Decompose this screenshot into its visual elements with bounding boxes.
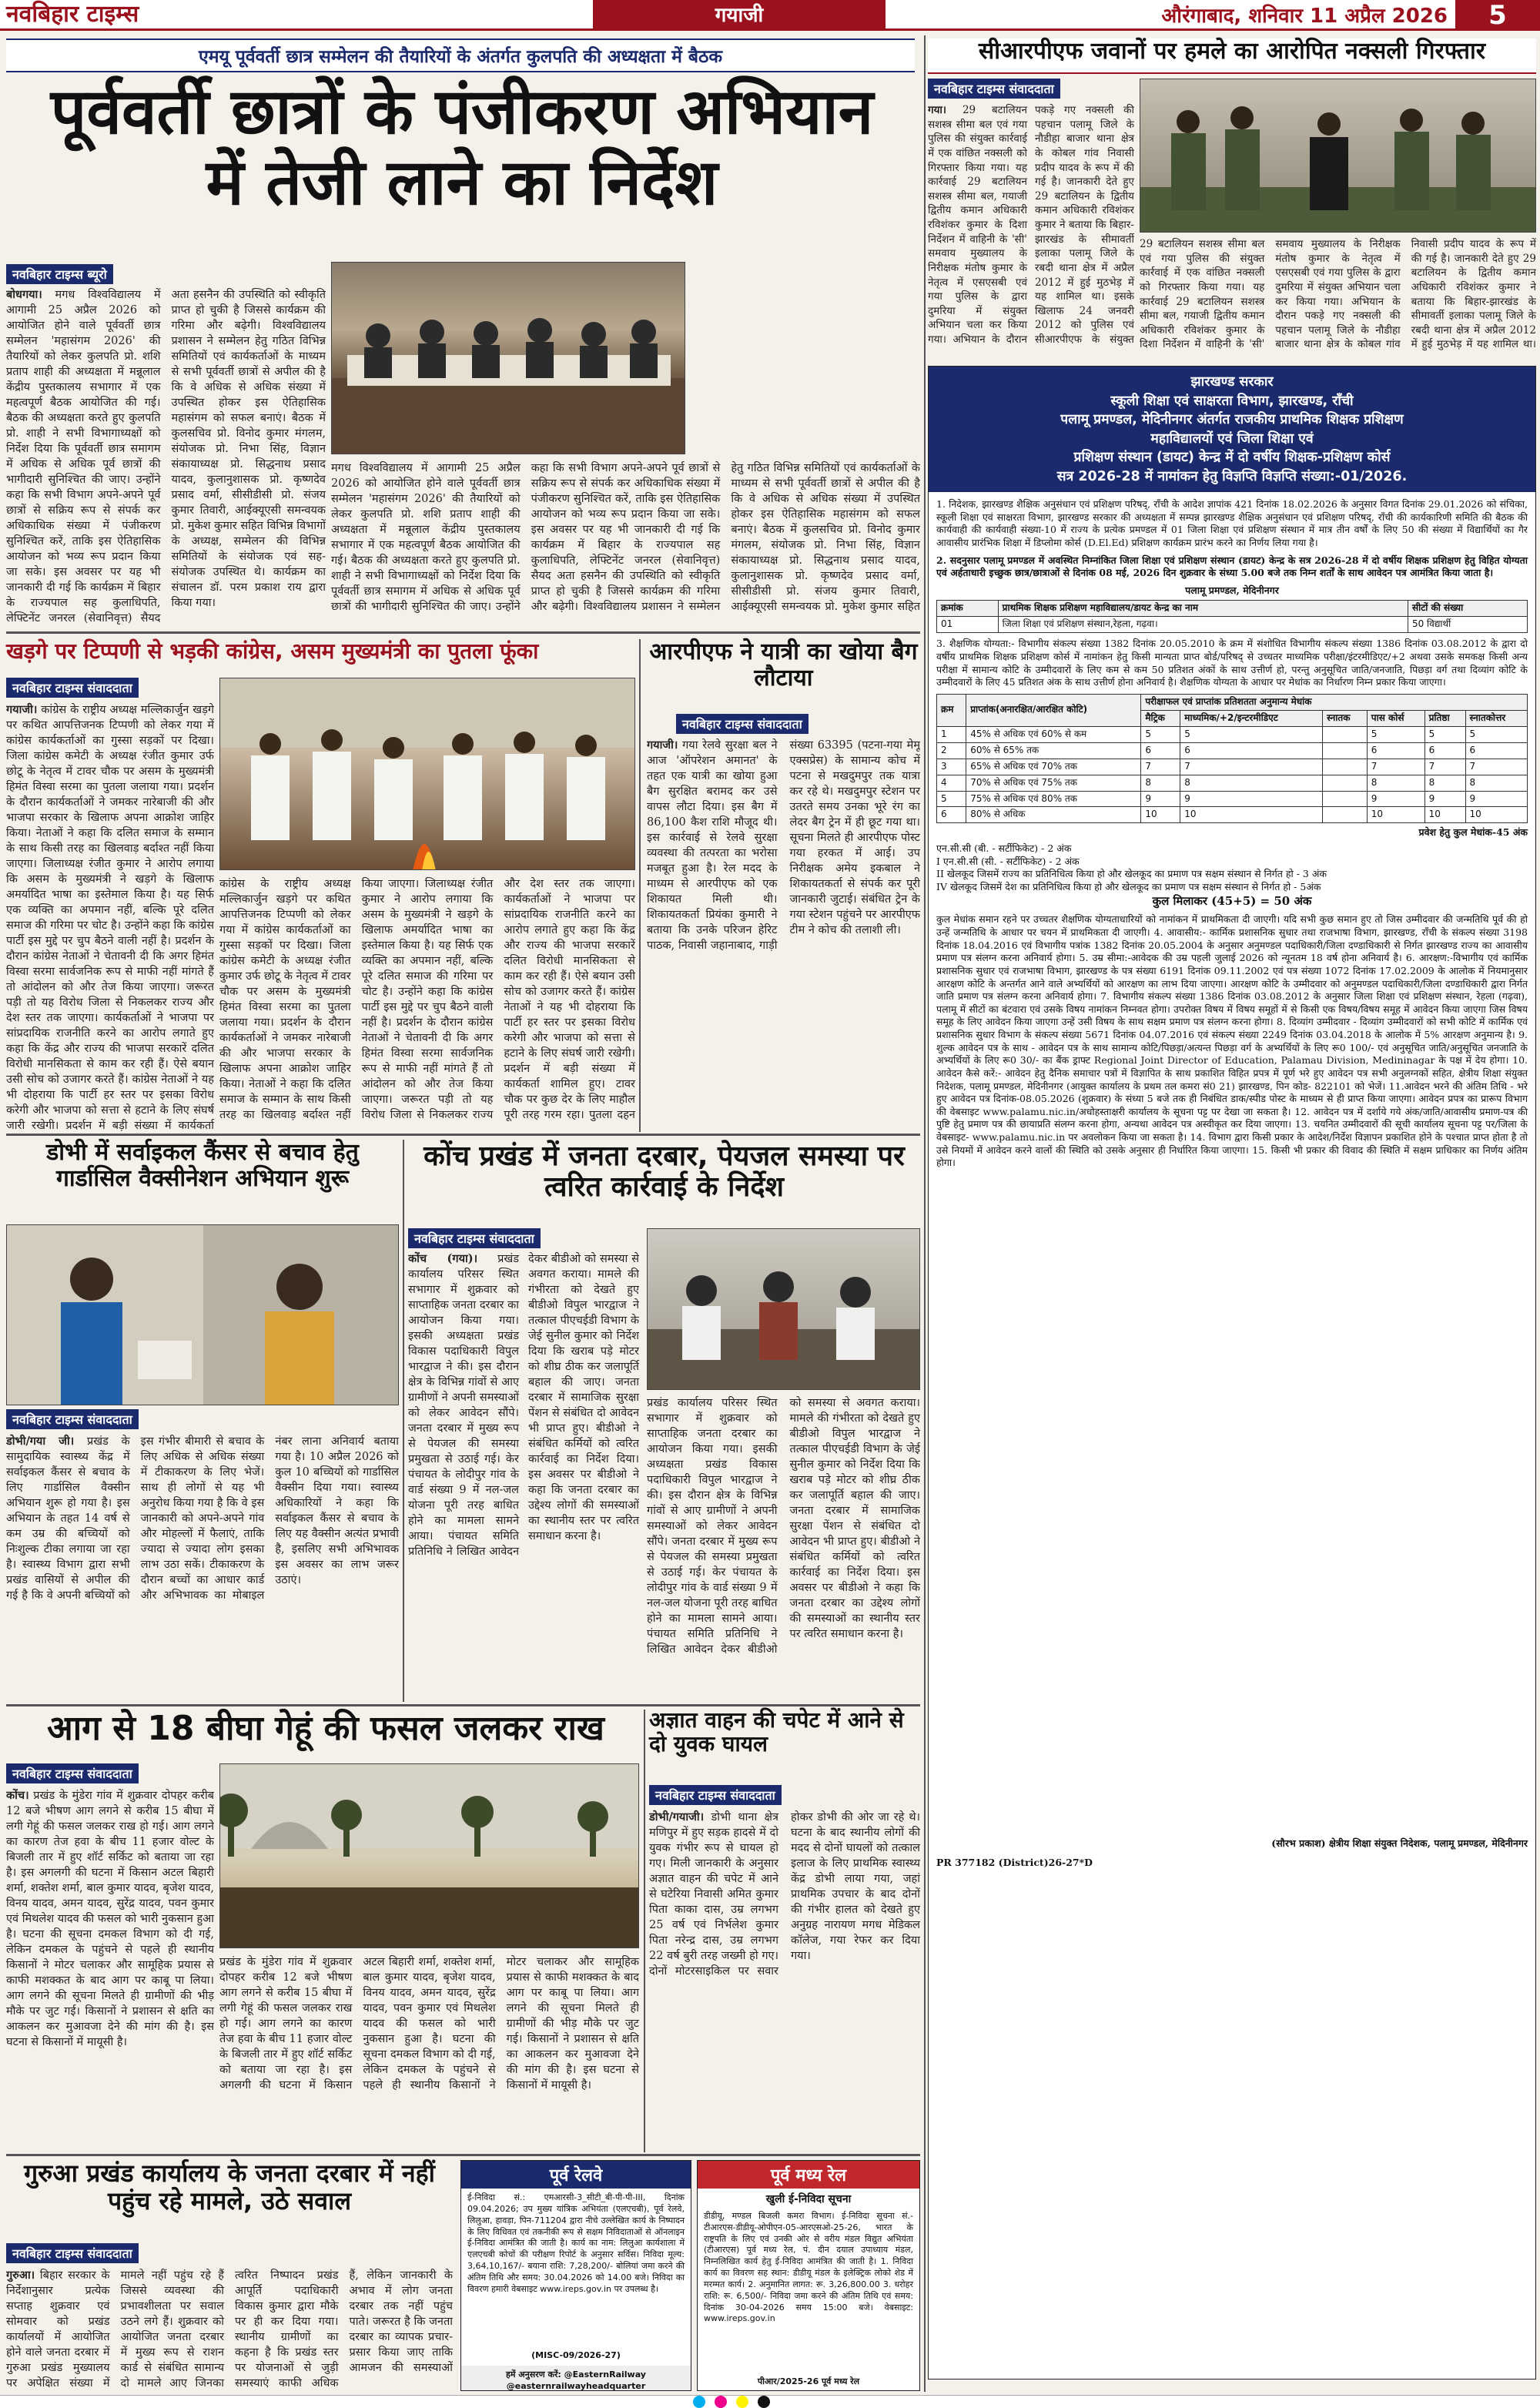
table-cell: 9 bbox=[1465, 791, 1528, 807]
issue-date: औरंगाबाद, शनिवार 11 अप्रैल 2026 bbox=[1161, 5, 1448, 28]
table-cell: 50 विद्यार्थी bbox=[1408, 617, 1527, 633]
notice-signature: (सौरभ प्रकाश) क्षेत्रीय शिक्षा संयुक्त निदेशक, पलामू प्रमण्डल, मेदिनीनगर bbox=[1271, 1837, 1528, 1850]
table-cell: 75% से अधिक एवं 80% तक bbox=[966, 791, 1141, 807]
story9-byline bbox=[928, 79, 1060, 99]
byline-text: नवबिहार टाइम्स संवाददाता bbox=[408, 1228, 541, 1248]
notice-heading bbox=[929, 367, 1535, 492]
story4-headline: डोभी में सर्वाइकल कैंसर से बचाव हेतु गार्डासिल वैक्सीनेशन अभियान शुरू bbox=[46, 1139, 359, 1192]
table-cell: 80% से अधिक bbox=[966, 807, 1141, 823]
table-cell: 65% से अधिक एवं 70% तक bbox=[966, 759, 1141, 775]
story1-body-right bbox=[331, 461, 920, 626]
story8-headline: गुरुआ प्रखंड कार्यालय के जनता दरबार में नहीं पहुंच रहे मामले, उठे सवाल bbox=[24, 2158, 435, 2215]
table-cell: 3 bbox=[937, 759, 966, 775]
table-cell: 45% से अधिक एवं 60% से कम bbox=[966, 726, 1141, 742]
story2-body-left bbox=[6, 702, 214, 1134]
table-cell: 4 bbox=[937, 775, 966, 791]
story4-body bbox=[6, 1434, 399, 1700]
table-row bbox=[937, 726, 1528, 742]
story8-dateline: गुरुआ। bbox=[6, 2269, 35, 2282]
byline-text: नवबिहार टाइम्स संवाददाता bbox=[676, 714, 808, 734]
masthead bbox=[0, 0, 1540, 31]
notice-heading-line: प्रशिक्षण संस्थान (डायट) केन्द्र में दो वर्षीय शिक्षक-प्रशिक्षण कोर्स bbox=[1073, 450, 1391, 465]
black-mark-icon bbox=[758, 2396, 770, 2408]
sports-marks bbox=[929, 842, 1535, 909]
story9-headline: सीआरपीएफ जवानों पर हमले का आरोपित नक्सली गिरफ्तार bbox=[928, 39, 1536, 74]
notice-eligibility: 3. शैक्षणिक योग्यता:- विभागीय संकल्प संख्या 1382 दिनांक 20.05.2010 के क्रम में संशोधित विभागीय संकल्प संख्या 1386 दिनांक 03.08.2012 के द्वारा दो वर्षीय प्राथमिक शिक्षक प्रशिक्षण कोर्स में नामांकन हेतु किसी मान्यता प्राप्त बोर्ड/परिषद् से उच्चतर माध्यमिक परीक्षा/इंटरमीडिएट/+2 अथवा उसके समकक्ष किसी अन्य परीक्षा में सामान्य कोटि के उम्मीदवारों के लिए कम से कम 50 प्रतिशत अंकों के साथ उत्तीर्ण हो, परन्तु अनुसूचित जाति/जनजाति, पिछड़ा वर्ग तथा दिव्यांग कोटि के उम्मीदवारों के लिए 45 प्रतिशत अंक के साथ उत्तीर्ण होना अनिवार्य है। शैक्षणिक योग्यता के आधार पर मेधांक का निर्धारण निम्न प्रकार किया जाएगा। bbox=[936, 638, 1528, 688]
notice-heading-line: पलामू प्रमण्डल, मेदिनीनगर अंतर्गत राजकीय प्राथमिक शिक्षक प्रशिक्षण bbox=[1060, 412, 1404, 427]
column-divider bbox=[924, 35, 926, 2392]
story8-body bbox=[6, 2268, 453, 2391]
fire-photo-illustration bbox=[220, 1764, 639, 1948]
notice-heading-line: सत्र 2026-28 में नामांकन हेतु विज्ञप्ति विज्ञप्ति संख्या:-01/2026. bbox=[1056, 468, 1408, 484]
notice-heading-line: झारखण्ड सरकार bbox=[1190, 374, 1274, 390]
table-cell: 10 bbox=[1141, 807, 1180, 823]
table-cell: 70% से अधिक एवं 75% तक bbox=[966, 775, 1141, 791]
ad-subheading: खुली ई-निविदा सूचना bbox=[765, 2193, 852, 2205]
story4-byline bbox=[6, 1409, 139, 1429]
sports-line: IV खेलकूद जिसमें देश का प्रतिनिधित्व किया हो और खेलकूद का प्रमाण पत्र सक्षम संस्थान से निर्गत हो - 5अंक bbox=[936, 880, 1321, 893]
table-header: मैट्रिक bbox=[1141, 710, 1180, 726]
story2-byline bbox=[6, 678, 139, 698]
table-cell: 2 bbox=[937, 742, 966, 759]
table-cell bbox=[1323, 807, 1368, 823]
story9-text: 29 बटालियन सशस्त्र सीमा बल एवं गया पुलिस की संयुक्त कार्रवाई में एक वांछित नक्सली को गिरफ्तार किया गया। यह कार्रवाई 29 बटालियन सशस्त्र सीमा बल, गयाजी द्वितीय कमान अधिकारी रविशंकर कुमार के दिशा निर्देशन में वाहिनी के 'सी' समवाय मुख्यालय के निरीक्षक मंतोष कुमार के नेतृत्व में एसएसबी एवं गया पुलिस के द्वारा दुमरिया में संयुक्त अभियान चला कर किया गया। अभियान के दौरान पकड़े गए नक्सली की पहचान पलामू जिले के नौडीहा बाजार थाना क्षेत्र के कोबल गांव निवासी प्रदीप यादव के रूप में की गई है। जानकारी देते हुए 29 बटालियन के द्वितीय कमान अधिकारी रविशंकर कुमार ने बताया कि बिहार-झारखंड के सीमावर्ती इलाका पलामू जिले के रबदी थाना क्षेत्र में अप्रैल 2012 में हुई मुठभेड़ में यह शामिल था। इसके खिलाफ 24 जनवरी 2012 को पुलिस एवं सीआरपीएफ के संयुक्त bbox=[928, 104, 1134, 346]
notice-heading-line: स्कूली शिक्षा एवं साक्षरता विभाग, झारखण्ड, राँची bbox=[1110, 393, 1354, 409]
protest-photo bbox=[219, 678, 635, 870]
byline-text: नवबिहार टाइम्स संवाददाता bbox=[6, 2243, 139, 2263]
story1-byline bbox=[6, 264, 113, 284]
fire-photo bbox=[219, 1763, 639, 1948]
table-cell bbox=[1323, 775, 1368, 791]
notice-intro-2: 2. सदनुसार पलामू प्रमण्डल में अवस्थित निम्नांकित जिला शिक्षा एवं प्रशिक्षण संस्थान (डायट) केन्द्र के सत्र 2026-28 में दो वर्षीय शिक्षक प्रशिक्षण हेतु विहित योग्यता एवं अर्हताधारी इच्छुक छात्र/छात्राओं से दिनांक 08 मई, 2026 दिन शुक्रवार के संध्या 5.00 बजे तक निम्न शर्तों के साथ आवेदन पत्र आमंत्रित किया जाता है। bbox=[936, 554, 1528, 579]
story4-dateline: डोभी/गया जी। bbox=[6, 1435, 75, 1448]
ad-footer: पीआर/2025-26 पूर्व मध्य रेल bbox=[757, 2376, 860, 2386]
table-cell: 10 bbox=[1465, 807, 1528, 823]
table-cell: 5 bbox=[1180, 726, 1323, 742]
table-header: प्राथमिक शिक्षक प्रशिक्षण महाविद्यालय/डायट केन्द्र का नाम bbox=[998, 601, 1408, 617]
table-cell: 7 bbox=[1141, 759, 1180, 775]
story1-text: मगध विश्वविद्यालय में आगामी 25 अप्रैल 2026 को आयोजित होने वाले पूर्ववर्ती छात्र सम्मेलन 'महासंगम 2026' की तैयारियों को लेकर कुलपति प्रो. शशि प्रताप शाही की अध्यक्षता में मन्नूलाल केंद्रीय पुस्तकालय सभागार में एक महत्वपूर्ण बैठक आयोजित की गई। बैठक की अध्यक्षता करते हुए कुलपति प्रो. शाही ने सभी विभागाध्यक्षों को निर्देश दिया कि पूर्ववर्ती छात्र समागम में अधिक से अधिक पूर्व छात्रों की भागीदारी सुनिश्चित की जाए। उन्होंने कहा कि सभी विभाग अपने-अपने पूर्व छात्रों से सक्रिय रूप से संपर्क कर अधिकाधिक संख्या में पंजीकरण सुनिश्चित करें, ताकि इस ऐतिहासिक आयोजन को भव्य रूप प्रदान किया जा सके। इस अवसर पर यह भी जानकारी दी गई कि कार्यक्रम में बिहार के राज्यपाल सह कुलाधिपति, लेफ्टिनेंट जनरल (सेवानिवृत्त) सैयद अता हसनैन की उपस्थिति को स्वीकृति प्राप्त हो चुकी है जिससे कार्यक्रम की गरिमा और बढ़ेगी। विश्वविद्यालय प्रशासन ने सम्मेलन हेतु गठित विभिन्न समितियों एवं कार्यकर्ताओं के माध्यम से सभी पूर्ववर्ती छात्रों से अपील की है कि वे अधिक से अधिक संख्या में उपस्थित होकर इस ऐतिहासिक महासंगम को सफल बनाएं। बैठक में कुलसचिव प्रो. विनोद कुमार मंगलम, संयोजक प्रो. निभा सिंह, विज्ञान संकायाध्यक्ष प्रो. सिद्धनाथ प्रसाद यादव, कुलानुशासक प्रो. कृष्णदेव प्रसाद वर्मा, सीसीडीसी प्रो. संजय कुमार तिवारी, आईक्यूएसी समन्वयक प्रो. मुकेश कुमार सहित विभिन्न विभागों के अध्यक्ष, सम्मेलन की विभिन्न समितियों के संयोजक एवं सह-संयोजक उपस्थित थे। कार्यक्रम का संचालन डॉ. परम प्रकाश राय द्वारा किया गया। bbox=[6, 289, 326, 625]
story3-byline bbox=[676, 714, 808, 734]
protest-photo-illustration bbox=[220, 678, 635, 870]
story2-text-continued: कांग्रेस के राष्ट्रीय अध्यक्ष मल्लिकार्जुन खड़गे पर कथित आपत्तिजनक टिप्पणी को लेकर गया में कांग्रेस कार्यकर्ताओं का गुस्सा सड़कों पर दिखा। जिला कांग्रेस कमेटी के अध्यक्ष रंजीत कुमार उर्फ छोटू के नेतृत्व में टावर चौक पर असम के मुख्यमंत्री हिमंत विस्वा सरमा का पुतला जलाया गया। प्रदर्शन के दौरान कार्यकर्ताओं ने जमकर नारेबाजी की और भाजपा सरकार के खिलाफ अपना आक्रोश जाहिर किया। नेताओं ने कहा कि दलित समाज के सम्मान के साथ किसी तरह का खिलवाड़ बर्दाश्त नहीं किया जाएगा। जिलाध्यक्ष रंजीत कुमार ने आरोप लगाया कि असम के मुख्यमंत्री ने खड़गे के खिलाफ अमर्यादित भाषा का इस्तेमाल किया है। यह सिर्फ एक व्यक्ति का अपमान नहीं, बल्कि पूरे दलित समाज की गरिमा पर चोट है। उन्होंने कहा कि कांग्रेस पार्टी इस मुद्दे पर चुप बैठने वाली नहीं है। प्रदर्शन के दौरान कांग्रेस नेताओं ने चेतावनी दी कि अगर हिमंत विस्वा सरमा सार्वजनिक रूप से माफी नहीं मांगते हैं तो आंदोलन को और तेज किया जाएगा। जरूरत पड़ी तो यह विरोध जिला से निकलकर राज्य और देश स्तर तक जाएगा। कार्यकर्ताओं ने भाजपा पर सांप्रदायिक राजनीति करने का आरोप लगाते हुए कहा कि केंद्र और राज्य की भाजपा सरकारें दलित विरोधी मानसिकता से काम कर रही हैं। ऐसे बयान उसी सोच को उजागर करते हैं। कांग्रेस नेताओं ने यह भी दोहराया कि पार्टी हर स्तर पर इसका विरोध करेगी और भाजपा को सत्ता से हटाने के लिए संघर्ष जारी रखेगी। प्रदर्शन में बड़ी संख्या में कार्यकर्ता शामिल हुए। टावर चौक पर कुछ देर के लिए माहौल पूरी तरह गरम रहा। पुतला दहन bbox=[219, 878, 635, 1121]
story3-text: गया रेलवे सुरक्षा बल ने आज 'ऑपरेशन अमानत' के तहत एक यात्री का खोया हुआ बैग सुरक्षित बरामद कर उसे वापस लौटा दिया। इस बैग में 86,100 कैश राशि मौजूद थी। इस कार्रवाई से रेलवे सुरक्षा व्यवस्था की तत्परता का भरोसा मजबूत हुआ है। रेल मदद के माध्यम से आरपीएफ को एक शिकायत मिली थी। शिकायतकर्ता प्रियंका कुमारी ने बताया कि उनके परिजन हेरिट पाठक, निवासी जहानाबाद, गाड़ी संख्या 63395 (पटना-गया मेमू एक्सप्रेस) के सामान्य कोच में पटना से मखदुमपुर तक यात्रा कर रहे थे। मखदुमपुर स्टेशन पर उतरते समय उनका भूरे रंग का लेदर बैग ट्रेन में ही छूट गया था। सूचना मिलते ही आरपीएफ पोस्ट गया हरकत में आई। उप निरीक्षक अमेय इकबाल ने शिकायतकर्ता से संपर्क कर पूरी जानकारी जुटाई। संबंधित ट्रेन के गया स्टेशन पहुंचने पर आरपीएफ टीम ने कोच की तलाशी ली। bbox=[647, 739, 920, 952]
notice-intro: 1. निदेशक, झारखण्ड शैक्षिक अनुसंधान एवं प्रशिक्षण परिषद्, राँची के आदेश ज्ञापांक 421 दिनांक 18.02.2026 के अनुसार विगत दिनांक 29.01.2026 को संचिका, स्कूली शिक्षा एवं साक्षरता विभाग, झारखण्ड सरकार की अध्यक्षता में सम्पन्न झारखण्ड शैक्षिक अनुसंधान एवं प्रशिक्षण परिषद्, राँची की कार्यकारिणी समिति की बैठक की कार्यवाही की कार्यवाही संख्या-10 में राज्य के प्रत्येक प्रमण्डल में 01 जिला शिक्षा एवं प्रशिक्षण संस्थान में मात्र तीन वर्षों के लिए 50 की संख्या में विद्यार्थियों का गैर आवासीय प्रारंभिक शिक्षा में डिप्लोमा कोर्स (D.El.Ed) प्रशिक्षण कार्यक्रम प्रारंभ करने का निर्णय लिया गया है। bbox=[936, 498, 1528, 548]
table-row bbox=[937, 617, 1528, 633]
janta-darbar-photo bbox=[647, 1228, 920, 1390]
column-divider bbox=[644, 1710, 645, 2152]
magenta-mark-icon bbox=[715, 2396, 727, 2408]
table-row bbox=[937, 791, 1528, 807]
table-cell: 8 bbox=[1141, 775, 1180, 791]
story3-headline: आरपीएफ ने यात्री का खोया बैग लौटाया bbox=[649, 638, 918, 692]
table-cell: 10 bbox=[1367, 807, 1424, 823]
table-header: स्नातक bbox=[1323, 710, 1368, 726]
story5-body-left bbox=[408, 1251, 639, 1702]
seat-table bbox=[936, 600, 1528, 633]
admission-notice bbox=[928, 366, 1536, 2380]
table-cell: 9 bbox=[1141, 791, 1180, 807]
table-cell: 8 bbox=[1367, 775, 1424, 791]
table-cell: 5 bbox=[1465, 726, 1528, 742]
print-registration-strip bbox=[0, 2395, 1540, 2408]
story5-headline: कोंच प्रखंड में जनता दरबार, पेयजल समस्या पर त्वरित कार्रवाई के निर्देश bbox=[424, 1140, 905, 1204]
table-header: क्रम bbox=[937, 694, 966, 726]
table-cell: 01 bbox=[937, 617, 999, 633]
table-header: माध्यमिक/+2/इन्टरमीडिएट bbox=[1180, 710, 1323, 726]
table-cell: 7 bbox=[1465, 759, 1528, 775]
table-cell bbox=[1323, 726, 1368, 742]
total-marks: कुल मिलाकर (45+5) = 50 अंक bbox=[1152, 893, 1312, 908]
story7-byline bbox=[649, 1785, 782, 1805]
table-header: सीटों की संख्या bbox=[1408, 601, 1527, 617]
table-cell: 9 bbox=[1424, 791, 1465, 807]
story2-body-right bbox=[219, 876, 635, 1130]
table-cell bbox=[1323, 742, 1368, 759]
table-header: प्राप्तांक(अनारक्षित/आरक्षित कोटि) bbox=[966, 694, 1141, 726]
story9-body-left bbox=[928, 103, 1134, 361]
story6-text-continued: प्रखंड के मुंडेरा गांव में शुक्रवार दोपहर करीब 12 बजे भीषण आग लगने से करीब 15 बीघा में लगी गेहूं की फसल जलकर राख हो गई। आग लगने का कारण तेज हवा के बीच 11 हजार वोल्ट के बिजली तार में हुए शॉर्ट सर्किट को बताया जा रहा है। इस अगलगी की घटना में किसान अटल बिहारी शर्मा, शक्तेश शर्मा, बाल कुमार यादव, बृजेश यादव, विनय यादव, अमन यादव, सुरेंद्र यादव, पवन कुमार एवं मिथलेश यादव की फसल को भारी नुकसान हुआ है। घटना की सूचना दमकल विभाग को दी गई, लेकिन दमकल के पहुंचने से पहले ही स्थानीय किसानों ने मोटर चलाकर और सामूहिक प्रयास से काफी मशक्कत के बाद आग पर काबू पा लिया। आग लगने की सूचना मिलते ही ग्रामीणों की भीड़ मौके पर जुट गई। किसानों ने प्रशासन से क्षति का आकलन कर मुआवजा देने की मांग की है। इस घटना से किसानों में मायूसी है। bbox=[219, 1956, 639, 2092]
janta-darbar-photo-illustration bbox=[648, 1229, 920, 1390]
eastern-railway-tender-ad bbox=[460, 2160, 691, 2391]
vaccination-photo-illustration bbox=[7, 1225, 399, 1405]
byline-text: नवबिहार टाइम्स संवाददाता bbox=[6, 1409, 139, 1429]
table-cell: 6 bbox=[1465, 742, 1528, 759]
table-cell: 7 bbox=[1424, 759, 1465, 775]
pr-number: PR 377182 (District)26-27*D bbox=[936, 1857, 1093, 1869]
yellow-mark-icon bbox=[736, 2396, 748, 2408]
story1-dateline: बोधगया। bbox=[6, 288, 42, 301]
newspaper-brand: नवबिहार टाइम्स bbox=[6, 1, 139, 28]
divider bbox=[6, 631, 920, 634]
table-cell: 6 bbox=[1180, 742, 1323, 759]
story9-text-continued: 29 बटालियन सशस्त्र सीमा बल एवं गया पुलिस की संयुक्त कार्रवाई में एक वांछित नक्सली को गिरफ्तार किया गया। यह कार्रवाई 29 बटालियन सशस्त्र सीमा बल, गयाजी द्वितीय कमान अधिकारी रविशंकर कुमार के दिशा निर्देशन में वाहिनी के 'सी' समवाय मुख्यालय के निरीक्षक मंतोष कुमार के नेतृत्व में एसएसबी एवं गया पुलिस के द्वारा दुमरिया में संयुक्त अभियान चला कर किया गया। अभियान के दौरान पकड़े गए नक्सली की पहचान पलामू जिले के नौडीहा बाजार थाना क्षेत्र के कोबल गांव निवासी प्रदीप यादव के रूप में की गई है। जानकारी देते हुए 29 बटालियन के द्वितीय कमान अधिकारी रविशंकर कुमार ने बताया कि बिहार-झारखंड के सीमावर्ती इलाका पलामू जिले के रबदी थाना क्षेत्र में अप्रैल 2012 में हुई मुठभेड़ में यह शामिल था। bbox=[1140, 238, 1536, 351]
story7-dateline: डोभी/गयाजी। bbox=[649, 1810, 705, 1824]
meeting-photo-illustration bbox=[332, 263, 685, 454]
table-cell: 6 bbox=[1141, 742, 1180, 759]
notice-heading-line: महाविद्यालयों एवं जिला शिक्षा एवं bbox=[1150, 430, 1314, 447]
story2-dateline: गयाजी। bbox=[6, 703, 38, 716]
table-cell: 8 bbox=[1424, 775, 1465, 791]
table-cell bbox=[1323, 791, 1368, 807]
story5-text-continued: प्रखंड कार्यालय परिसर स्थित सभागार में शुक्रवार को साप्ताहिक जनता दरबार का आयोजन किया गया। इसकी अध्यक्षता प्रखंड विकास पदाधिकारी विपुल भारद्वाज ने की। इस दौरान क्षेत्र के विभिन्न गांवों से आए ग्रामीणों ने अपनी समस्याओं को लेकर आवेदन सौंपे। जनता दरबार में मुख्य रूप से पेयजल की समस्या प्रमुखता से उठाई गई। केर पंचायत के लोदीपुर गांव के वार्ड संख्या 9 में नल-जल योजना पूरी तरह बाधित होने का मामला सामने आया। पंचायत समिति प्रतिनिधि ने लिखित आवेदन देकर बीडीओ को समस्या से अवगत कराया। मामले की गंभीरता को देखते हुए बीडीओ विपुल भारद्वाज ने तत्काल पीएचईडी विभाग के जेई सुनील कुमार को निर्देश दिया कि खराब पड़े मोटर को शीघ्र ठीक कर जलापूर्ति बहाल की जाए। जनता दरबार में सामाजिक सुरक्षा पेंशन से संबंधित दो आवेदन भी प्राप्त हुए। बीडीओ ने संबंधित कर्मियों को त्वरित कार्रवाई का निर्देश दिया। इस अवसर पर बीडीओ ने कहा कि जनता दरबार का उद्देश्य लोगों की समस्याओं का स्थानीय स्तर पर त्वरित समाधान करना है। bbox=[647, 1397, 920, 1656]
cyan-mark-icon bbox=[693, 2396, 705, 2408]
ad-code: (MISC-09/2026-27) bbox=[531, 2350, 621, 2360]
table-cell: 9 bbox=[1180, 791, 1323, 807]
table-cell: 8 bbox=[1180, 775, 1323, 791]
table-cell: 5 bbox=[1367, 726, 1424, 742]
arrest-photo bbox=[1140, 79, 1536, 233]
merit-note: प्रवेश हेतु कुल मेधांक-45 अंक bbox=[1418, 826, 1528, 839]
divider bbox=[6, 1704, 920, 1706]
vaccination-photo bbox=[6, 1224, 399, 1405]
table-cell: 1 bbox=[937, 726, 966, 742]
story9-dateline: गया। bbox=[928, 104, 947, 116]
byline-text: नवबिहार टाइम्स संवाददाता bbox=[6, 678, 139, 698]
table-cell: 7 bbox=[1367, 759, 1424, 775]
table-cell: 6 bbox=[1367, 742, 1424, 759]
table-header: प्रतिष्ठा bbox=[1424, 710, 1465, 726]
table-cell bbox=[1323, 759, 1368, 775]
notice-clauses: कुल मेधांक समान रहने पर उच्चतर शैक्षणिक योग्यताधारियों को नामांकन में प्राथमिकता दी जाएगी। यदि सभी कुछ समान हुए तो जिस उम्मीदवार की जन्मतिथि पूर्व की हो उन्हें जन्मतिथि के आधार पर चयन में प्राथमिकता दी जाएगी। 4. आवासीय:- कार्मिक प्रशासनिक सुधार तथा राजभाषा विभाग, झारखण्ड, राँची के संकल्प संख्या 3198 दिनांक 18.04.2016 एवं विभागीय पत्रांक 1382 दिनांक 20.05.2004 के अनुसार अनुमण्डल पदाधिकारी/जिला दण्डाधिकारी से निर्गत झारखण्ड राज्य का आवासीय प्रमाण पत्र संलग्न करना अनिवार्य होगा। 5. उम्र सीमा:-आवेदक की उम्र पहली जुलाई 2026 को न्यूनतम 18 वर्ष होना अनिवार्य है। 6. आरक्षण:-विभागीय एवं कार्मिक प्रशासनिक सुधार एवं राजभाषा विभाग, झारखण्ड के पत्र संख्या 6191 दिनांक 09.11.2002 एवं पत्र संख्या 1072 दिनांक 17.02.2009 के आलोक में नियमानुसार आरक्षण कोटि के अन्तर्गत आने वाले अभ्यर्थियों को आरक्षण का लाभ दिया जाएगा। आरक्षण कोटि के उम्मीदवार को अनुमण्डल पदाधिकारी/जिला दण्डाधिकारी द्वारा निर्गत जाति प्रमाण पत्र संलग्न करना अनिवार्य होगा। 7. विभागीय संकल्प संख्या 1386 दिनांक 03.08.2012 के अनुसार जिला शिक्षा एवं प्रशिक्षण संस्थान, रेहला (गढ़वा), पलामू में सीटों का बंटवारा एवं उसके विषय नामांकन निम्नवत होगा। उपरोक्त विषय में विषय समूहों में से किसी एक विषय/विषय समूह में आवेदन किया जाएगा जिस विषय समूह के लिए आवेदन किया जाएगा उन्हें उसी विषय के साथ सक्षम प्रमाण पत्र संलग्न करना होगा। 8. दिव्यांग उम्मीदवार - दिव्यांग उम्मीदवारों को सभी कोटि में कार्मिक एवं प्रशासनिक सुधार विभाग के संकल्प संख्या 5671 दिनांक 04.07.2016 एवं संकल्प संख्या 2249 दिनांक 03.04.2018 के आलोक में 5% आरक्षण अनुमान्य है। 9. शुल्क आवेदन पत्र के साथ - आवेदन पत्र के साथ सामान्य कोटि/पिछड़ा/अत्यन्त पिछड़ा वर्ग के अभ्यर्थियों के लिए रू0 100/- एवं अनुसूचित जाति/अनुसूचित जनजाति के अभ्यर्थियों के लिए रू0 30/- का बैंक ड्राफ्ट Regional Joint Director of Education, Palamau Division, Medininagar के पक्ष में देय होगा। 10. आवेदन कैसे करें:- आवेदन हेतु दैनिक समाचार पत्रों में विज्ञापित के साथ प्रकाशित विहित प्रपत्र में पूर्ण भरे हुए आवेदन पत्र सभी अनुलग्नकों सहित, क्षेत्रीय शिक्षा संयुक्त निदेशक, पलामू प्रमण्डल, मेदिनीनगर (आयुक्त कार्यालय के प्रथम तल कमरा सं0 21) झारखण्ड, पिन कोड- 822101 को भेजें। 11.आवेदन भरने की अंतिम तिथि - भरे हुए आवेदन पत्र दिनांक-08.05.2026 (शुक्रवार) के संध्या 5 बजे तक ही निबंधित डाक/स्पीड पोस्ट के माध्यम से ही प्राप्त किया जाएगा। आवेदन प्रपत्र का प्रारूप विभाग की वेबसाइट www.palamu.nic.in/अधोहस्ताक्षरी कार्यालय के सूचना पट्ट पर देखा जा सकता है। 12. आवेदन पत्र में दर्शाये गये अंक/जाति/आवासीय प्रमाण-पत्र की पुष्टि हेतु प्रमाण पत्र की छायाप्रति संलग्न करना होगा, अन्यथा आवेदन पत्र अस्वीकृत कर दिया जाएगा। 13. चयनित उम्मीदवारों की सूची कार्यालय सूचना पट्ट पर/जिला के वेबसाइट- www.palamu.nic.in पर अवलोकन किया जा सकता है। 14. विभाग द्वारा किसी प्रकार के आदेश/निर्देश विज्ञापन प्रकाशित होने के पश्चात प्राप्त होता है तो उसे नियमों में आवेदन करने वालों की स्थिति को उसके अनुसार ही निर्धारित किया जाएगा। 15. किसी भी प्रकार की विवाद की स्थिति में सक्षम प्राधिकार का निर्णय अंतिम होगा। bbox=[936, 913, 1528, 1169]
story6-text: प्रखंड के मुंडेरा गांव में शुक्रवार दोपहर करीब 12 बजे भीषण आग लगने से करीब 15 बीघा में लगी गेहूं की फसल जलकर राख हो गई। आग लगने का कारण तेज हवा के बीच 11 हजार वोल्ट के बिजली तार में हुए शॉर्ट सर्किट को बताया जा रहा है। इस अगलगी की घटना में किसान अटल बिहारी शर्मा, शक्तेश शर्मा, बाल कुमार यादव, बृजेश यादव, विनय यादव, अमन यादव, सुरेंद्र यादव, पवन कुमार एवं मिथलेश यादव की फसल को भारी नुकसान हुआ है। घटना की सूचना दमकल विभाग को दी गई, लेकिन दमकल के पहुंचने से पहले ही स्थानीय किसानों ने मोटर चलाकर और सामूहिक प्रयास से काफी मशक्कत के बाद आग पर काबू पा लिया। आग लगने की सूचना मिलते ही ग्रामीणों की भीड़ मौके पर जुट गई। किसानों ने प्रशासन से क्षति का आकलन कर मुआवजा देने की मांग की है। इस घटना से किसानों में मायूसी है। bbox=[6, 1790, 214, 2048]
story1-body-left bbox=[6, 287, 326, 626]
table-cell: 8 bbox=[1465, 775, 1528, 791]
divider bbox=[6, 1134, 920, 1136]
story8-text: बिहार सरकार के निर्देशानुसार प्रत्येक सप्ताह शुक्रवार एवं सोमवार को प्रखंड कार्यालयों में आयोजित होने वाले जनता दरबार में गुरुआ प्रखंड मुख्यालय पर अपेक्षित संख्या में मामले नहीं पहुंच रहे हैं जिससे व्यवस्था की प्रभावशीलता पर सवाल उठने लगे हैं। शुक्रवार को आयोजित जनता दरबार में मुख्य रूप से राशन कार्ड से संबंधित सामान्य दो मामले आए जिनका त्वरित निष्पादन प्रखंड आपूर्ति पदाधिकारी विकास कुमार द्वारा मौके पर ही कर दिया गया। स्थानीय ग्रामीणों का कहना है कि प्रखंड स्तर पर योजनाओं से जुड़ी समस्याएं काफी अधिक हैं, लेकिन जानकारी के अभाव में लोग जनता दरबार तक नहीं पहुंच पाते। जरूरत है कि जनता दरबार का व्यापक प्रचार-प्रसार किया जाए ताकि आमजन की समस्याओं bbox=[6, 2269, 453, 2390]
table-row bbox=[937, 742, 1528, 759]
ad-footer: हमें अनुसरण करें: @EasternRailway @easternrailwayheadquarter bbox=[461, 2366, 691, 2391]
story5-body-right bbox=[647, 1395, 920, 1702]
ad-heading: पूर्व रेलवे bbox=[461, 2161, 691, 2189]
table-cell: 5 bbox=[937, 791, 966, 807]
table-row bbox=[937, 807, 1528, 823]
table-cell: 9 bbox=[1367, 791, 1424, 807]
story6-body-left bbox=[6, 1788, 214, 2150]
divider bbox=[6, 2154, 920, 2156]
table-cell: 7 bbox=[1180, 759, 1323, 775]
story2-text: कांग्रेस के राष्ट्रीय अध्यक्ष मल्लिकार्जुन खड़गे पर कथित आपत्तिजनक टिप्पणी को लेकर गया में कांग्रेस कार्यकर्ताओं का गुस्सा सड़कों पर दिखा। जिला कांग्रेस कमेटी के अध्यक्ष रंजीत कुमार उर्फ छोटू के नेतृत्व में टावर चौक पर असम के मुख्यमंत्री हिमंत विस्वा सरमा का पुतला जलाया गया। प्रदर्शन के दौरान कार्यकर्ताओं ने जमकर नारेबाजी की और भाजपा सरकार के खिलाफ अपना आक्रोश जाहिर किया। नेताओं ने कहा कि दलित समाज के सम्मान के साथ किसी तरह का खिलवाड़ बर्दाश्त नहीं किया जाएगा। जिलाध्यक्ष रंजीत कुमार ने आरोप लगाया कि असम के मुख्यमंत्री ने खड़गे के खिलाफ अमर्यादित भाषा का इस्तेमाल किया है। यह सिर्फ एक व्यक्ति का अपमान नहीं, बल्कि पूरे दलित समाज की गरिमा पर चोट है। उन्होंने कहा कि कांग्रेस पार्टी इस मुद्दे पर चुप बैठने वाली नहीं है। प्रदर्शन के दौरान कांग्रेस नेताओं ने चेतावनी दी कि अगर हिमंत विस्वा सरमा सार्वजनिक रूप से माफी नहीं मांगते हैं तो आंदोलन को और तेज किया जाएगा। जरूरत पड़ी तो यह विरोध जिला से निकलकर राज्य और देश स्तर तक जाएगा। कार्यकर्ताओं ने भाजपा पर सांप्रदायिक राजनीति करने का आरोप लगाते हुए कहा कि केंद्र और राज्य की भाजपा सरकारें दलित विरोधी मानसिकता से काम कर रही हैं। ऐसे बयान उसी सोच को उजागर करते हैं। कांग्रेस नेताओं ने यह भी दोहराया कि पार्टी हर स्तर पर इसका विरोध करेगी और भाजपा को सत्ता से हटाने के लिए संघर्ष जारी रखेगी। प्रदर्शन में बड़ी संख्या में कार्यकर्ता bbox=[6, 704, 214, 1132]
story5-text: प्रखंड कार्यालय परिसर स्थित सभागार में शुक्रवार को साप्ताहिक जनता दरबार का आयोजन किया गया। इसकी अध्यक्षता प्रखंड विकास पदाधिकारी विपुल भारद्वाज ने की। इस दौरान क्षेत्र के विभिन्न गांवों से आए ग्रामीणों ने अपनी समस्याओं को लेकर आवेदन सौंपे। जनता दरबार में मुख्य रूप से पेयजल की समस्या प्रमुखता से उठाई गई। केर पंचायत के लोदीपुर गांव के वार्ड संख्या 9 में नल-जल योजना पूरी तरह बाधित होने का मामला सामने आया। पंचायत समिति प्रतिनिधि ने लिखित आवेदन देकर बीडीओ को समस्या से अवगत कराया। मामले की गंभीरता को देखते हुए बीडीओ विपुल भारद्वाज ने तत्काल पीएचईडी विभाग के जेई सुनील कुमार को निर्देश दिया कि खराब पड़े मोटर को शीघ्र ठीक कर जलापूर्ति बहाल की जाए। जनता दरबार में सामाजिक सुरक्षा पेंशन से संबंधित दो आवेदन भी प्राप्त हुए। बीडीओ ने संबंधित कर्मियों को त्वरित कार्रवाई का निर्देश दिया। इस अवसर पर बीडीओ ने कहा कि जनता दरबार का उद्देश्य लोगों की समस्याओं का स्थानीय स्तर पर त्वरित समाधान करना है। bbox=[408, 1253, 639, 1558]
arrest-photo-illustration bbox=[1140, 79, 1536, 233]
story6-dateline: कोंच। bbox=[6, 1789, 29, 1802]
story3-body bbox=[647, 738, 920, 1130]
table-cell: 60% से 65% तक bbox=[966, 742, 1141, 759]
column-divider bbox=[639, 639, 641, 1132]
ad-heading: पूर्व मध्य रेल bbox=[698, 2161, 919, 2189]
story9-body-right bbox=[1140, 237, 1536, 362]
table-cell: 5 bbox=[1141, 726, 1180, 742]
page-number: 5 bbox=[1455, 0, 1540, 31]
byline-text: नवबिहार टाइम्स संवाददाता bbox=[928, 79, 1060, 99]
table-group-header: परीक्षाफल एवं प्राप्तांक प्रतिशतता अनुमान्य मेधांक bbox=[1141, 694, 1528, 710]
byline-text: नवबिहार टाइम्स ब्यूरो bbox=[6, 264, 113, 284]
story3-dateline: गयाजी। bbox=[647, 738, 678, 752]
story2-headline: खड़गे पर टिप्पणी से भड़की कांग्रेस, असम मुख्यमंत्री का पुतला फूंका bbox=[6, 638, 539, 664]
table-cell: 10 bbox=[1180, 807, 1323, 823]
story6-byline bbox=[6, 1763, 139, 1783]
table-row bbox=[937, 759, 1528, 775]
story6-headline: आग से 18 बीघा गेहूं की फसल जलकर राख bbox=[47, 1709, 604, 1748]
story6-body-right bbox=[219, 1954, 639, 2151]
story1-kicker: एमयू पूर्ववर्ती छात्र सम्मेलन की तैयारियों के अंतर्गत कुलपति की अध्यक्षता में बैठक bbox=[6, 39, 915, 72]
table-cell: 6 bbox=[1424, 742, 1465, 759]
sports-line: एन.सी.सी (बी. - सर्टीफिकेट) - 2 अंक bbox=[936, 842, 1072, 855]
seat-table-subtitle: पलामू प्रमण्डल, मेदिनीनगर bbox=[1185, 584, 1279, 596]
sports-line: II खेलकूद जिसमें राज्य का प्रतिनिधित्व किया हो और खेलकूद का प्रमाण पत्र सक्षम संस्थान से निर्गत हो - 3 अंक bbox=[936, 868, 1327, 880]
byline-text: नवबिहार टाइम्स संवाददाता bbox=[649, 1785, 782, 1805]
ad-body: डीडीयू, मण्डल बिजली कमरा विभाग। ई-निविदा सूचना सं.- टीआरएस-डीडीयू-ओपीएन-05-आरएसओ-25-26, भारत के राष्ट्रपति के लिए एवं उनकी ओर से वरीय मंडल विद्युत अभियंता (टीआरएस) पूर्व मध्य रेल, पं. दीन दयाल उपाध्याय मंडल, निम्नलिखित कार्य हेतु ई-निविदा आमंत्रित की जाती है। 1. निविदा कार्य का विवरण सह स्थान: डीडीयू मंडल के इलेक्ट्रिक लोको शेड में मरम्मत कार्य। 2. अनुमानित लागत: रू. 3,26,800.00 3. धरोहर राशि: रू. 6,500/- निविदा जमा करने की अंतिम तिथि एवं समय: दिनांक 30-04-2026 समय 15:00 बजे। वेबसाइट: www.ireps.gov.in bbox=[704, 2210, 913, 2324]
east-central-railway-tender-ad bbox=[697, 2160, 920, 2391]
story7-text: डोभी थाना क्षेत्र मणिपुर में हुए सड़क हादसे में दो युवक गंभीर रूप से घायल हो गए। मिली जानकारी के अनुसार अज्ञात वाहन की चपेट में आने से घटेरिया निवासी अमित कुमार पिता काका दास, उम्र लगभग 25 वर्ष एवं निर्भलेश कुमार पिता नरेन्द्र दास, उम्र लगभग 22 वर्ष बुरी तरह जख्मी हो गए। दोनों मोटरसाइकिल पर सवार होकर डोभी की ओर जा रहे थे। घटना के बाद स्थानीय लोगों की मदद से दोनों घायलों को तत्काल इलाज के लिए प्राथमिक स्वास्थ्य केंद्र डोभी लाया गया, जहां प्राथमिक उपचार के बाद दोनों की गंभीर हालत को देखते हुए अनुग्रह नारायण मगध मेडिकल कॉलेज, गया रेफर कर दिया गया। bbox=[649, 1811, 920, 1978]
story4-text: प्रखंड के सामुदायिक स्वास्थ्य केंद्र में सर्वाइकल कैंसर से बचाव के लिए गार्डासिल वैक्सीन अभियान शुरू हो गया है। इस अभियान के तहत 14 वर्ष से कम उम्र की बच्चियों को निःशुल्क टीका लगाया जा रहा है। स्वास्थ्य विभाग द्वारा सभी प्रखंड वासियों से अपील की गई है कि वे अपनी बच्चियों को इस गंभीर बीमारी से बचाव के लिए अधिक से अधिक संख्या में टीकाकरण के लिए भेजें। साथ ही लोगों से यह भी अनुरोध किया गया है कि वे इस जानकारी को अपने-अपने गांव और मोहल्लों में फैलाएं, ताकि ज्यादा से ज्यादा लोग इसका लाभ उठा सकें। टीकाकरण के दौरान बच्चों का आधार कार्ड और अभिभावक का मोबाइल नंबर लाना अनिवार्य बताया गया है। 10 अप्रैल 2026 को कुल 10 बच्चियों को गार्डासिल वैक्सीन दिया गया। स्वास्थ्य अधिकारियों ने कहा कि सर्वाइकल कैंसर से बचाव के लिए यह वैक्सीन अत्यंत प्रभावी है, इसलिए सभी अभिभावक इस अवसर का लाभ जरूर उठाएं। bbox=[6, 1435, 399, 1602]
table-cell: 10 bbox=[1424, 807, 1465, 823]
byline-text: नवबिहार टाइम्स संवाददाता bbox=[6, 1763, 139, 1783]
merit-table bbox=[936, 694, 1528, 824]
story7-body bbox=[649, 1810, 920, 2150]
story1-headline: पूर्ववर्ती छात्रों के पंजीकरण अभियान में तेजी लाने का निर्देश bbox=[50, 75, 874, 219]
table-cell: जिला शिक्षा एवं प्रशिक्षण संस्थान,रेहला, गढ़वा। bbox=[998, 617, 1408, 633]
story5-dateline: कोंच (गया)। bbox=[408, 1252, 478, 1265]
edition-city: गयाजी bbox=[593, 0, 886, 31]
table-header: क्रमांक bbox=[937, 601, 999, 617]
sports-line: I एन.सी.सी (सी. - सर्टीफिकेट) - 2 अंक bbox=[936, 855, 1080, 867]
table-header: स्नातकोत्तर bbox=[1465, 710, 1528, 726]
column-divider bbox=[403, 1140, 404, 1702]
ad-body: ई-निविदा सं.: एमआरसी-3_सीटी_बी-पी-पी-III, दिनांक 09.04.2026; उप मुख्य यांत्रिक अभियंता (एलएचबी), पूर्व रेलवे, लिलुआ, हावड़ा, पिन-711204 द्वारा नीचे उल्लेखित कार्य के निष्पादन के लिए विधिवत एवं तकनीकी रूप से सक्षम निविदाताओं से ऑनलाइन ई-निविदा आमंत्रित की जाती है। कार्य का नाम: लिलुआ कार्यशाला में एलएचबी कोचों की परीक्षण रिपोर्ट के अनुसार सर्विस। निविदा मूल्य: 3,64,10,167/- बयाना राशि: 7,28,200/- बोलियां जमा करने की अंतिम तिथि और समय: 30.04.2026 को 14.00 बजे। निविदा का विवरण हमारी वेबसाइट www.ireps.gov.in पर उपलब्ध है। bbox=[467, 2192, 685, 2294]
story1-text-continued: मगध विश्वविद्यालय में आगामी 25 अप्रैल 2026 को आयोजित होने वाले पूर्ववर्ती छात्र सम्मेलन 'महासंगम 2026' की तैयारियों को लेकर कुलपति प्रो. शशि प्रताप शाही की अध्यक्षता में मन्नूलाल केंद्रीय पुस्तकालय सभागार में एक महत्वपूर्ण बैठक आयोजित की गई। बैठक की अध्यक्षता करते हुए कुलपति प्रो. शाही ने सभी विभागाध्यक्षों को निर्देश दिया कि पूर्ववर्ती छात्र समागम में अधिक से अधिक पूर्व छात्रों की भागीदारी सुनिश्चित की जाए। उन्होंने कहा कि सभी विभाग अपने-अपने पूर्व छात्रों से सक्रिय रूप से संपर्क कर अधिकाधिक संख्या में पंजीकरण सुनिश्चित करें, ताकि इस ऐतिहासिक आयोजन को भव्य रूप प्रदान किया जा सके। इस अवसर पर यह भी जानकारी दी गई कि कार्यक्रम में बिहार के राज्यपाल सह कुलाधिपति, लेफ्टिनेंट जनरल (सेवानिवृत्त) सैयद अता हसनैन की उपस्थिति को स्वीकृति प्राप्त हो चुकी है जिससे कार्यक्रम की गरिमा और बढ़ेगी। विश्वविद्यालय प्रशासन ने सम्मेलन हेतु गठित विभिन्न समितियों एवं कार्यकर्ताओं के माध्यम से सभी पूर्ववर्ती छात्रों से अपील की है कि वे अधिक से अधिक संख्या में उपस्थित होकर इस ऐतिहासिक महासंगम को सफल बनाएं। बैठक में कुलसचिव प्रो. विनोद कुमार मंगलम, संयोजक प्रो. निभा सिंह, विज्ञान संकायाध्यक्ष प्रो. सिद्धनाथ प्रसाद यादव, कुलानुशासक प्रो. कृष्णदेव प्रसाद वर्मा, सीसीडीसी प्रो. संजय कुमार तिवारी, आईक्यूएसी समन्वयक प्रो. मुकेश कुमार सहित bbox=[331, 462, 920, 613]
table-cell: 6 bbox=[937, 807, 966, 823]
registration-marks bbox=[693, 2396, 770, 2408]
story8-byline bbox=[6, 2243, 139, 2263]
table-row bbox=[937, 775, 1528, 791]
story5-byline bbox=[408, 1228, 541, 1248]
table-cell: 5 bbox=[1424, 726, 1465, 742]
story7-headline: अज्ञात वाहन की चपेट में आने से दो युवक घायल bbox=[649, 1707, 904, 1757]
table-header: पास कोर्स bbox=[1367, 710, 1424, 726]
meeting-photo bbox=[331, 262, 685, 454]
